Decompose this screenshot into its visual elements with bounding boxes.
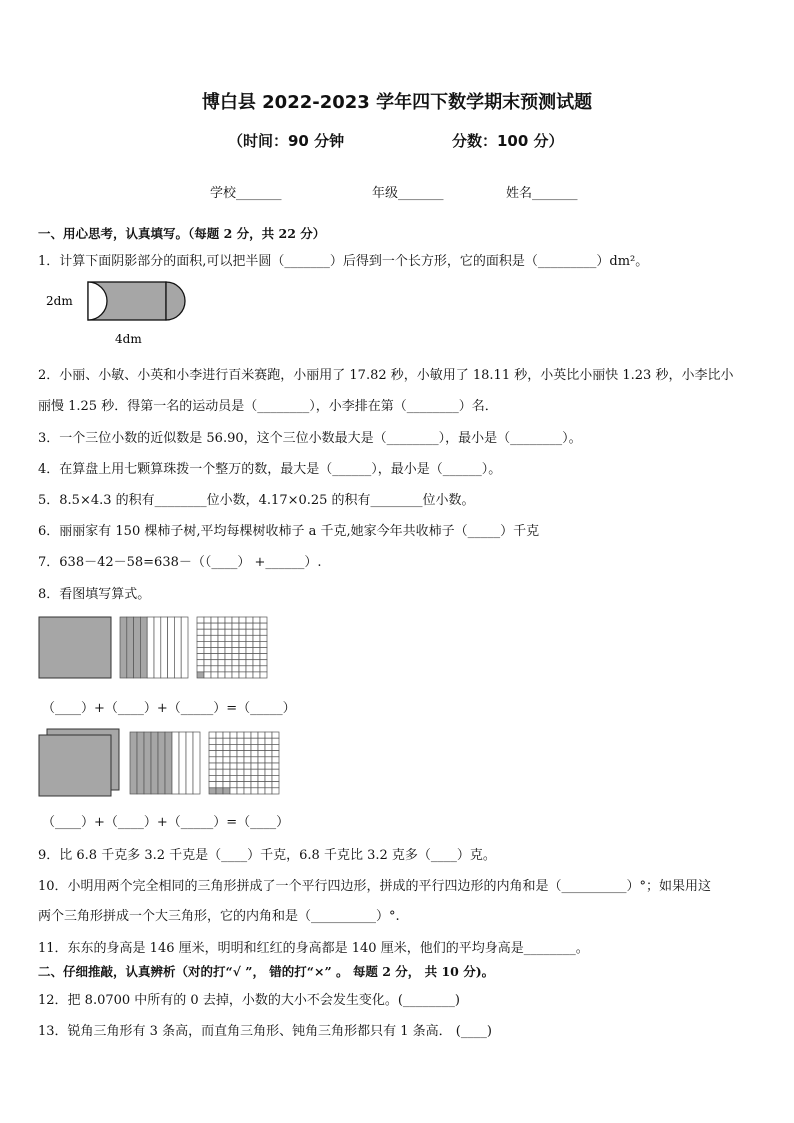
hundredth-cell	[216, 744, 223, 750]
hundredth-cell	[218, 629, 225, 635]
hundredth-cell	[258, 738, 265, 744]
hundredth-cell	[218, 672, 225, 678]
hundredth-cell	[232, 666, 239, 672]
hundredth-cell	[204, 654, 211, 660]
question-1: 1．计算下面阴影部分的面积,可以把半圆（_______）后得到一个长方形，它的面积是（_________）dm²。	[38, 254, 649, 269]
hundredth-cell	[251, 757, 258, 763]
question-12: 12．把 8.0700 中所有的 0 去掉，小数的大小不会发生变化。(________)	[38, 993, 460, 1008]
hundredth-cell	[265, 769, 272, 775]
hundredth-cell	[253, 623, 260, 629]
hundredth-cell	[237, 757, 244, 763]
hundredth-cell	[209, 775, 216, 781]
tenth-strip	[147, 617, 154, 678]
hundredth-cell	[232, 617, 239, 623]
hundredth-cell	[251, 782, 258, 788]
hundredth-cell	[204, 641, 211, 647]
question-9: 9．比 6.8 千克多 3.2 千克是（____）千克，6.8 千克比 3.2 克多（____）克。	[38, 848, 496, 863]
hundredth-cell	[260, 617, 267, 623]
tenth-strip	[144, 732, 151, 794]
hundredth-cell	[216, 751, 223, 757]
question-5: 5．8.5×4.3 的积有________位小数，4.17×0.25 的积有________位小数。	[38, 493, 475, 508]
hundredth-cell	[232, 635, 239, 641]
hundredth-cell	[211, 623, 218, 629]
hundredth-cell	[260, 623, 267, 629]
hundredth-cell	[216, 782, 223, 788]
hundredth-cell	[239, 654, 246, 660]
q8-figure-row2	[38, 728, 288, 798]
hundredth-cell	[246, 623, 253, 629]
question-7: 7．638－42－58=638－（（____） +______）.	[38, 555, 322, 570]
tenth-strip	[174, 617, 181, 678]
hundredth-cell	[237, 763, 244, 769]
hundredth-cell	[225, 654, 232, 660]
hundredth-cell	[260, 629, 267, 635]
hundredth-cell	[237, 769, 244, 775]
hundredth-cell	[244, 775, 251, 781]
hundredth-cell	[204, 666, 211, 672]
hundredth-cell	[232, 672, 239, 678]
hundredth-cell	[232, 641, 239, 647]
hundredth-cell	[239, 635, 246, 641]
hundredth-cell	[225, 635, 232, 641]
tenth-strip	[172, 732, 179, 794]
q8-figure-row1	[38, 616, 278, 680]
hundredth-cell	[223, 744, 230, 750]
hundredth-cell	[211, 660, 218, 666]
hundredth-cell	[244, 763, 251, 769]
hundredth-cell	[272, 751, 279, 757]
hundredth-cell	[232, 623, 239, 629]
hundredth-cell	[209, 732, 216, 738]
question-4: 4．在算盘上用七颗算珠拨一个整万的数，最大是（______），最小是（______）。	[38, 462, 502, 477]
hundredth-cell	[232, 660, 239, 666]
hundredth-cell	[232, 629, 239, 635]
hundredth-cell	[239, 672, 246, 678]
tenth-strip	[140, 617, 147, 678]
hundredth-cell	[253, 635, 260, 641]
hundredth-cell	[232, 648, 239, 654]
hundredth-cell	[251, 769, 258, 775]
hundredth-cell	[265, 788, 272, 794]
question-10-line1: 10．小明用两个完全相同的三角形拼成了一个平行四边形，拼成的平行四边形的内角和是（__________）°；如果用这	[38, 879, 712, 894]
tenth-strip	[151, 732, 158, 794]
hundredth-cell	[246, 672, 253, 678]
exam-score: 分数：100 分）	[452, 132, 564, 150]
hundredth-cell	[232, 654, 239, 660]
hundredth-cell	[211, 666, 218, 672]
hundredth-cell	[209, 744, 216, 750]
hundredth-cell	[237, 775, 244, 781]
hundredth-cell	[209, 751, 216, 757]
tenth-strip	[130, 732, 137, 794]
hundredth-cell	[260, 660, 267, 666]
hundredth-cell	[251, 775, 258, 781]
hundredth-cell	[260, 641, 267, 647]
tenth-strip	[161, 617, 168, 678]
hundredth-cell	[209, 738, 216, 744]
hundredth-cell	[197, 666, 204, 672]
hundredth-cell	[218, 641, 225, 647]
hundredth-cell	[258, 775, 265, 781]
hundredth-cell	[225, 660, 232, 666]
tenths-strips-1	[120, 617, 188, 678]
hundredth-cell	[246, 666, 253, 672]
question-10-line2: 两个三角形拼成一个大三角形，它的内角和是（__________）°.	[38, 909, 400, 924]
hundredth-cell	[239, 648, 246, 654]
hundredth-cell	[225, 641, 232, 647]
hundredth-cell	[265, 738, 272, 744]
hundredth-cell	[253, 629, 260, 635]
hundredth-cell	[265, 732, 272, 738]
question-2-line1: 2．小丽、小敏、小英和小李进行百米赛跑，小丽用了 17.82 秒，小敏用了 18.11 秒，小英比小丽快 1.23 秒，小李比小	[38, 368, 734, 383]
hundredth-cell	[246, 648, 253, 654]
hundredth-cell	[223, 732, 230, 738]
tenth-strip	[193, 732, 200, 794]
hundredth-cell	[216, 775, 223, 781]
whole-square	[39, 617, 111, 678]
hundredth-cell	[251, 738, 258, 744]
hundredth-cell	[216, 757, 223, 763]
tenth-strip	[165, 732, 172, 794]
hundredth-cell	[244, 757, 251, 763]
hundredth-cell	[244, 788, 251, 794]
hundredth-cell	[244, 738, 251, 744]
hundredth-cell	[272, 738, 279, 744]
q8-equation-1: （____）+（____）+（_____）=（_____）	[42, 701, 296, 716]
hundredth-cell	[230, 788, 237, 794]
hundredth-cell	[218, 648, 225, 654]
hundredth-cell	[253, 641, 260, 647]
hundredth-cell	[204, 660, 211, 666]
hundredth-cell	[237, 738, 244, 744]
hundredth-cell	[239, 629, 246, 635]
hundredths-grid-2	[209, 732, 279, 794]
hundredth-cell	[246, 641, 253, 647]
grade-field: 年级_______	[372, 186, 444, 201]
hundredth-cell	[246, 660, 253, 666]
hundredth-cell	[265, 744, 272, 750]
hundredth-cell	[223, 738, 230, 744]
hundredth-cell	[211, 648, 218, 654]
hundredth-cell	[197, 660, 204, 666]
hundredth-cell	[230, 782, 237, 788]
tenth-strip	[179, 732, 186, 794]
question-3: 3．一个三位小数的近似数是 56.90，这个三位小数最大是（________），最小是（________）。	[38, 431, 582, 446]
hundredth-cell	[230, 763, 237, 769]
hundredth-cell	[209, 769, 216, 775]
tenth-strip	[127, 617, 134, 678]
hundredth-cell	[223, 782, 230, 788]
hundredth-cell	[237, 751, 244, 757]
right-half-circle	[166, 282, 185, 320]
hundredth-cell	[223, 769, 230, 775]
hundredth-cell	[204, 635, 211, 641]
hundredth-cell	[272, 757, 279, 763]
hundredth-cell	[251, 763, 258, 769]
question-11: 11．东东的身高是 146 厘米，明明和红红的身高都是 140 厘米，他们的平均身高是________。	[38, 941, 589, 956]
hundredth-cell	[253, 660, 260, 666]
hundredth-cell	[223, 757, 230, 763]
school-field: 学校_______	[210, 186, 282, 201]
hundredth-cell	[211, 635, 218, 641]
hundredth-cell	[204, 617, 211, 623]
tenth-strip	[181, 617, 188, 678]
hundredth-cell	[237, 788, 244, 794]
name-field: 姓名_______	[506, 186, 578, 201]
hundredth-cell	[246, 617, 253, 623]
question-13: 13．锐角三角形有 3 条高，而直角三角形、钝角三角形都只有 1 条高． (____)	[38, 1024, 492, 1039]
hundredth-cell	[239, 666, 246, 672]
hundredth-cell	[197, 617, 204, 623]
hundredth-cell	[246, 635, 253, 641]
hundredth-cell	[239, 641, 246, 647]
hundredth-cell	[258, 788, 265, 794]
hundredth-cell	[260, 654, 267, 660]
hundredth-cell	[225, 648, 232, 654]
hundredth-cell	[272, 732, 279, 738]
hundredth-cell	[272, 763, 279, 769]
hundredth-cell	[197, 648, 204, 654]
hundredth-cell	[216, 788, 223, 794]
tenth-strip	[137, 732, 144, 794]
hundredth-cell	[258, 744, 265, 750]
hundredth-cell	[237, 744, 244, 750]
hundredth-cell	[258, 782, 265, 788]
whole-square-front	[39, 735, 111, 796]
hundredth-cell	[272, 782, 279, 788]
hundredth-cell	[211, 654, 218, 660]
hundredth-cell	[239, 617, 246, 623]
hundredth-cell	[272, 788, 279, 794]
hundredth-cell	[258, 763, 265, 769]
hundredth-cell	[260, 635, 267, 641]
hundredth-cell	[230, 732, 237, 738]
hundredth-cell	[258, 769, 265, 775]
hundredth-cell	[204, 672, 211, 678]
hundredth-cell	[225, 672, 232, 678]
hundredth-cell	[209, 763, 216, 769]
hundredth-cell	[218, 617, 225, 623]
hundredth-cell	[251, 751, 258, 757]
hundredth-cell	[230, 751, 237, 757]
hundredth-cell	[230, 769, 237, 775]
hundredth-cell	[225, 617, 232, 623]
section1-heading: 一、用心思考，认真填写。（每题 2 分，共 22 分）	[38, 226, 326, 241]
hundredth-cell	[265, 775, 272, 781]
tenths-strips-2	[130, 732, 200, 794]
hundredth-cell	[218, 635, 225, 641]
hundredth-cell	[197, 623, 204, 629]
hundredth-cell	[230, 757, 237, 763]
left-dimension-label: 2dm	[46, 294, 73, 308]
hundredth-cell	[230, 744, 237, 750]
hundredth-cell	[225, 666, 232, 672]
hundredth-cell	[211, 641, 218, 647]
hundredth-cell	[197, 629, 204, 635]
hundredth-cell	[216, 763, 223, 769]
hundredth-cell	[251, 744, 258, 750]
hundredth-cell	[237, 782, 244, 788]
hundredth-cell	[197, 641, 204, 647]
hundredth-cell	[211, 672, 218, 678]
hundredth-cell	[204, 629, 211, 635]
hundredth-cell	[253, 654, 260, 660]
hundredth-cell	[225, 623, 232, 629]
hundredth-cell	[197, 635, 204, 641]
hundredth-cell	[230, 775, 237, 781]
hundredth-cell	[244, 732, 251, 738]
tenth-strip	[186, 732, 193, 794]
hundredth-cell	[223, 775, 230, 781]
hundredth-cell	[253, 617, 260, 623]
tenth-strip	[134, 617, 141, 678]
hundredth-cell	[223, 763, 230, 769]
hundredth-cell	[204, 623, 211, 629]
hundredth-cell	[218, 666, 225, 672]
hundredth-cell	[209, 782, 216, 788]
hundredth-cell	[239, 660, 246, 666]
hundredth-cell	[230, 738, 237, 744]
hundredths-grid-1	[197, 617, 267, 678]
q8-equation-2: （____）+（____）+（_____）=（____）	[42, 815, 290, 830]
hundredth-cell	[253, 648, 260, 654]
page-title: 博白县 2022-2023 学年四下数学期末预测试题	[201, 92, 593, 113]
hundredth-cell	[272, 744, 279, 750]
question-6: 6．丽丽家有 150 棵柿子树,平均每棵树收柿子 a 千克,她家今年共收柿子（_____）千克	[38, 524, 540, 539]
hundredth-cell	[258, 732, 265, 738]
hundredth-cell	[218, 654, 225, 660]
hundredth-cell	[218, 660, 225, 666]
hundredth-cell	[223, 751, 230, 757]
hundredth-cell	[237, 732, 244, 738]
hundredth-cell	[251, 788, 258, 794]
tenth-strip	[120, 617, 127, 678]
hundredth-cell	[251, 732, 258, 738]
hundredth-cell	[265, 757, 272, 763]
question-2-line2: 丽慢 1.25 秒．得第一名的运动员是（________），小李排在第（________）名．	[38, 399, 498, 414]
exam-time: （时间：90 分钟	[228, 132, 345, 150]
hundredth-cell	[197, 672, 204, 678]
hundredth-cell	[244, 782, 251, 788]
hundredth-cell	[258, 757, 265, 763]
hundredth-cell	[260, 672, 267, 678]
hundredth-cell	[253, 672, 260, 678]
hundredth-cell	[218, 623, 225, 629]
hundredth-cell	[253, 666, 260, 672]
bottom-dimension-label: 4dm	[115, 332, 142, 346]
hundredth-cell	[265, 763, 272, 769]
section2-heading: 二、仔细推敲，认真辨析（对的打“√ ”， 错的打“×” 。 每题 2 分， 共 10 分)。	[38, 964, 495, 979]
tenth-strip	[168, 617, 175, 678]
hundredth-cell	[197, 654, 204, 660]
hundredth-cell	[211, 629, 218, 635]
hundredth-cell	[272, 775, 279, 781]
hundredth-cell	[272, 769, 279, 775]
hundredth-cell	[209, 788, 216, 794]
hundredth-cell	[244, 769, 251, 775]
hundredth-cell	[260, 648, 267, 654]
question-8: 8．看图填写算式。	[38, 587, 151, 602]
hundredth-cell	[204, 648, 211, 654]
hundredth-cell	[216, 738, 223, 744]
hundredth-cell	[258, 751, 265, 757]
tenth-strip	[154, 617, 161, 678]
hundredth-cell	[216, 732, 223, 738]
hundredth-cell	[244, 751, 251, 757]
hundredth-cell	[239, 623, 246, 629]
hundredth-cell	[246, 629, 253, 635]
hundredth-cell	[223, 788, 230, 794]
hundredth-cell	[216, 769, 223, 775]
hundredth-cell	[209, 757, 216, 763]
hundredth-cell	[246, 654, 253, 660]
hundredth-cell	[260, 666, 267, 672]
tenth-strip	[158, 732, 165, 794]
hundredth-cell	[211, 617, 218, 623]
q1-figure	[40, 280, 200, 350]
hundredth-cell	[225, 629, 232, 635]
hundredth-cell	[244, 744, 251, 750]
hundredth-cell	[265, 751, 272, 757]
hundredth-cell	[265, 782, 272, 788]
